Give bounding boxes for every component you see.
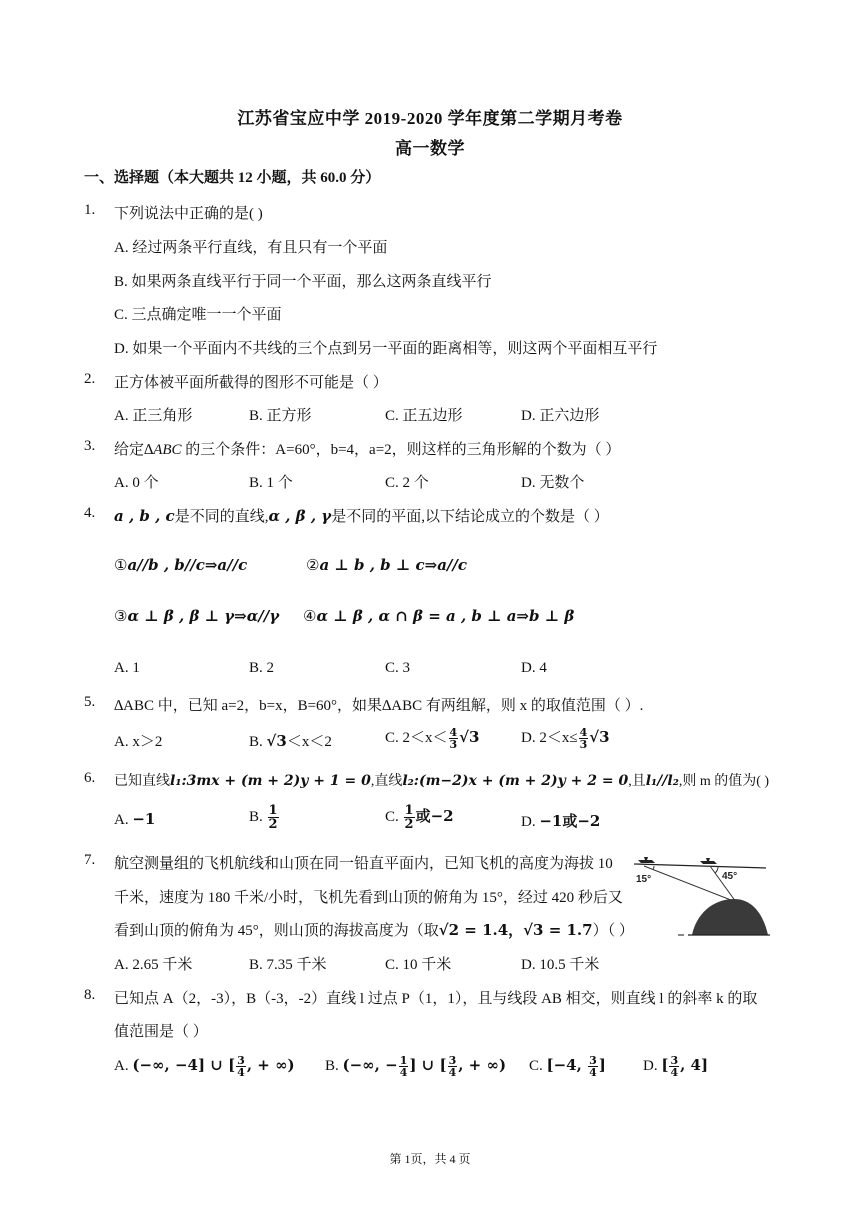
angle-label-45: 45° <box>722 871 738 882</box>
option-b <box>325 1055 506 1078</box>
question-stem <box>114 438 620 459</box>
question-number: 5. <box>84 694 96 710</box>
option-c: C. 三点确定唯一一个平面 <box>114 307 282 323</box>
interval-part: , 4] <box>680 1055 709 1074</box>
option-a: A. 经过两条平行直线，有且只有一个平面 <box>114 240 388 256</box>
fraction-denominator: 4 <box>670 1066 679 1079</box>
option-b: B. 正方形 <box>249 408 312 424</box>
question-stem <box>114 505 609 526</box>
option-label: A. <box>114 1057 133 1074</box>
fraction-denominator: 2 <box>404 817 414 832</box>
option-b: B. 1 个 <box>249 475 293 491</box>
option-d: D. 无数个 <box>521 475 585 491</box>
statement-formula: α ⊥ β , α ∩ β = a , b ⊥ a⇒b ⊥ β <box>316 607 575 625</box>
statement-formula: a//b , b//c⇒a//c <box>127 556 248 574</box>
interval-part: [−4, <box>546 1055 588 1074</box>
mountain-figure <box>630 855 770 943</box>
scan-speck <box>678 934 684 936</box>
statement-formula: α ⊥ β , β ⊥ γ⇒α//γ <box>127 607 280 625</box>
stem-text: 看到山顶的俯角为 45°，则山顶的海拔高度为（取 <box>114 923 439 939</box>
option-c: C. 正五边形 <box>385 408 463 424</box>
option-c <box>529 1055 606 1078</box>
statement-2 <box>306 556 467 575</box>
option-value: −1或−2 <box>539 812 601 830</box>
page-footer: 第 1页，共 4 页 <box>389 1152 471 1166</box>
line-equation-2: l₂:(m−2)x + (m + 2)y + 2 = 0 <box>402 773 629 789</box>
interval-part: (−∞, − <box>342 1055 398 1074</box>
question-number: 4. <box>84 505 96 521</box>
question-number: 3. <box>84 438 96 454</box>
fraction-denominator: 4 <box>399 1066 408 1079</box>
statement-formula: a ⊥ b , b ⊥ c⇒a//c <box>319 556 468 574</box>
stem-text: 给定 <box>114 442 145 458</box>
question-line: 千米，速度为 180 千米/小时，飞机先看到山顶的俯角为 15°，经过 420 秒后又 <box>114 890 623 906</box>
exam-title: 江苏省宝应中学 2019-2020 学年度第二学期月考卷 <box>237 109 623 128</box>
option-d: D. 10.5 千米 <box>521 957 600 973</box>
option-c: C. 3 <box>385 660 411 676</box>
option-a: A. 1 <box>114 660 140 676</box>
option-d: D. 如果一个平面内不共线的三个点到另一平面的距离相等，则这两个平面相互平行 <box>114 341 658 357</box>
option-a: A. x＞2 <box>114 734 163 750</box>
parallel-condition: l₁//l₂ <box>645 773 679 789</box>
question-line <box>114 919 634 940</box>
fraction-numerator: 3 <box>670 1054 679 1067</box>
option-label: C. 2＜x＜ <box>385 730 448 746</box>
angle-label-15: 15° <box>636 874 652 885</box>
option-text: ＜x＜2 <box>286 734 332 750</box>
option-label: B. <box>325 1057 343 1074</box>
option-label: C. <box>529 1057 547 1074</box>
question-line: 已知点 A（2，-3），B（-3，-2）直线 l 过点 P（1，1），且与线段 AB 相交，则直线 l 的斜率 k 的取 <box>114 991 758 1007</box>
question-line: 航空测量组的飞机航线和山顶在同一铅直平面内，已知飞机的高度为海拔 10 <box>114 856 613 872</box>
fraction-numerator: 3 <box>448 1054 457 1067</box>
line-variables: a , b , c <box>114 507 175 525</box>
radical: √3 <box>589 728 610 746</box>
fraction <box>449 727 459 750</box>
option-a <box>114 810 155 829</box>
fraction <box>448 1055 458 1078</box>
exam-subtitle: 高一数学 <box>395 139 465 158</box>
option-value: 或−2 <box>415 806 454 825</box>
option-d: D. 4 <box>521 660 547 676</box>
question-number: 6. <box>84 770 96 786</box>
option-c: C. 2 个 <box>385 475 429 491</box>
option-c <box>385 726 479 750</box>
option-d: D. 正六边形 <box>521 408 600 424</box>
interval-part: ] ∪ [ <box>409 1055 447 1074</box>
option-a: A. 0 个 <box>114 475 159 491</box>
question-stem <box>114 770 769 790</box>
fraction <box>579 727 589 750</box>
option-b: B. 如果两条直线平行于同一个平面，那么这两条直线平行 <box>114 274 492 290</box>
fraction <box>399 1055 409 1078</box>
option-label: C. <box>385 808 403 825</box>
statement-marker: ② <box>306 558 320 574</box>
fraction-numerator: 3 <box>237 1054 245 1067</box>
fraction-denominator: 4 <box>237 1066 245 1079</box>
fraction <box>669 1055 679 1078</box>
fraction-numerator: 1 <box>404 803 414 818</box>
stem-text: 的三个条件：A=60°，b=4，a=2，则这样的三角形解的个数为（ ） <box>181 442 621 458</box>
section-heading: 一、选择题（本大题共 12 小题，共 60.0 分） <box>84 170 381 186</box>
radical: √3 <box>459 728 480 746</box>
option-c <box>385 804 454 831</box>
option-b: B. 7.35 千米 <box>249 957 327 973</box>
question-number: 1. <box>84 202 96 218</box>
interval-part: [ <box>661 1055 669 1074</box>
mountain-shape <box>692 899 768 935</box>
fraction-denominator: 2 <box>268 817 278 832</box>
fraction-denominator: 3 <box>579 738 588 752</box>
option-label: B. <box>249 808 267 825</box>
fraction-numerator: 4 <box>449 726 458 740</box>
fraction <box>236 1055 246 1078</box>
interval-part: ] <box>598 1055 606 1074</box>
option-a: A. 正三角形 <box>114 408 193 424</box>
stem-text: 是不同的平面,以下结论成立的个数是（ ） <box>331 509 609 525</box>
option-d <box>521 810 600 831</box>
interval-part: , + ∞) <box>246 1055 295 1074</box>
option-d <box>521 726 610 750</box>
stem-text: 已知直线 <box>114 774 170 789</box>
option-b <box>249 804 280 831</box>
interval-part: , + ∞) <box>458 1055 507 1074</box>
radical: √3 <box>266 732 287 750</box>
question-line: 值范围是（ ） <box>114 1024 208 1040</box>
fraction-denominator: 3 <box>449 738 458 752</box>
line-equation-1: l₁:3mx + (m + 2)y + 1 = 0 <box>170 773 371 789</box>
option-b: B. 2 <box>249 660 275 676</box>
option-value: −1 <box>132 810 156 828</box>
interval-part: (−∞, −4] ∪ [ <box>132 1055 236 1074</box>
fraction <box>268 804 279 831</box>
fraction-numerator: 1 <box>268 803 278 818</box>
statement-marker: ① <box>114 558 128 574</box>
option-label: D. <box>521 814 540 830</box>
plane-1-icon <box>638 857 655 863</box>
statement-3 <box>114 607 279 626</box>
plane-variables: α , β , γ <box>268 507 332 525</box>
stem-text: ,直线 <box>370 774 403 789</box>
option-c: C. 10 千米 <box>385 957 452 973</box>
question-stem: 下列说法中正确的是( ) <box>114 206 263 222</box>
fraction <box>404 804 415 831</box>
statement-4 <box>303 607 574 626</box>
option-a <box>114 1055 295 1078</box>
triangle-symbol: ∆ABC <box>144 442 182 458</box>
plane-2-icon <box>700 858 717 864</box>
option-d <box>643 1055 708 1078</box>
fraction-denominator: 4 <box>589 1066 597 1079</box>
stem-text: 是不同的直线, <box>174 509 269 525</box>
statement-marker: ③ <box>114 609 128 625</box>
question-number: 2. <box>84 371 96 387</box>
fraction-denominator: 4 <box>448 1066 457 1079</box>
option-a: A. 2.65 千米 <box>114 957 193 973</box>
approximation-values: √2 = 1.4，√3 = 1.7 <box>438 921 593 939</box>
option-label: D. <box>643 1057 662 1074</box>
stem-text: ,则 m 的值为( ) <box>678 774 770 789</box>
option-label: A. <box>114 812 133 828</box>
option-label: D. 2＜x≤ <box>521 730 578 746</box>
fraction-numerator: 1 <box>399 1054 408 1067</box>
stem-text: ）（ ） <box>592 923 634 939</box>
question-number: 8. <box>84 987 96 1003</box>
option-label: B. <box>249 734 267 750</box>
statement-1 <box>114 556 247 575</box>
fraction-numerator: 4 <box>579 726 588 740</box>
option-b <box>249 730 332 751</box>
stem-text: ,且 <box>628 774 646 789</box>
fraction <box>588 1055 598 1078</box>
question-number: 7. <box>84 852 96 868</box>
statement-marker: ④ <box>303 609 317 625</box>
fraction-numerator: 3 <box>589 1054 597 1067</box>
question-stem: 正方体被平面所截得的图形不可能是（ ） <box>114 375 388 391</box>
question-stem: ∆ABC 中，已知 a=2，b=x，B=60°，如果∆ABC 有两组解，则 x 的取值范围（ ）. <box>114 698 644 714</box>
